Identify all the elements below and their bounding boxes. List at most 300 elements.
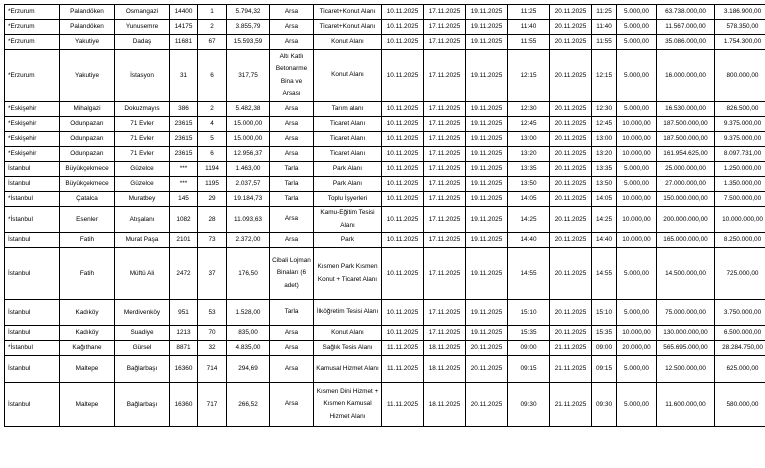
cell-date-2: 17.11.2025 <box>424 192 466 207</box>
cell-date-2: 18.11.2025 <box>424 356 466 383</box>
cell-date-1: 10.11.2025 <box>382 5 424 20</box>
cell-parsel: 4 <box>198 117 227 132</box>
cell-imar: Kısmen Park Kısmen Konut + Ticaret Alanı <box>314 248 382 300</box>
cell-fee: 5.000,00 <box>617 248 657 300</box>
cell-il: İstanbul <box>5 356 60 383</box>
cell-date-3: 19.11.2025 <box>466 50 508 102</box>
cell-fee: 5.000,00 <box>617 20 657 35</box>
cell-ilce: Çatalca <box>60 192 115 207</box>
cell-time-1: 13:50 <box>508 177 550 192</box>
cell-parsel: 717 <box>198 383 227 427</box>
cell-fee: 5.000,00 <box>617 35 657 50</box>
cell-date-3: 19.11.2025 <box>466 102 508 117</box>
cell-deposit: 580.000,00 <box>715 383 765 427</box>
cell-deposit: 8.097.731,00 <box>715 147 765 162</box>
cell-alan: 266,52 <box>227 383 270 427</box>
cell-date-4: 20.11.2025 <box>550 50 592 102</box>
cell-price: 25.000.000,00 <box>657 162 715 177</box>
cell-date-2: 17.11.2025 <box>424 50 466 102</box>
cell-deposit: 7.500.000,00 <box>715 192 765 207</box>
cell-deposit: 725.000,00 <box>715 248 765 300</box>
cell-date-4: 20.11.2025 <box>550 20 592 35</box>
cell-time-2: 14:25 <box>592 207 617 233</box>
cell-ilce: Fatih <box>60 233 115 248</box>
cell-imar: Ticaret Alanı <box>314 117 382 132</box>
cell-date-1: 10.11.2025 <box>382 117 424 132</box>
cell-mahalle: Atışalanı <box>115 207 170 233</box>
cell-ilce: Büyükçekmece <box>60 162 115 177</box>
cell-il: *Eskişehir <box>5 117 60 132</box>
cell-ada: 145 <box>170 192 198 207</box>
cell-ilce: Mihalgazi <box>60 102 115 117</box>
cell-imar: Kamusal Hizmet Alanı <box>314 356 382 383</box>
table-row <box>5 383 765 427</box>
cell-time-1: 11:25 <box>508 5 550 20</box>
cell-ilce: Odunpazarı <box>60 147 115 162</box>
cell-date-1: 10.11.2025 <box>382 102 424 117</box>
cell-nitelik: Arsa <box>270 383 314 427</box>
cell-date-4: 20.11.2025 <box>550 233 592 248</box>
cell-ilce: Fatih <box>60 248 115 300</box>
cell-time-2: 13:35 <box>592 162 617 177</box>
cell-date-1: 10.11.2025 <box>382 300 424 326</box>
cell-ada: 14175 <box>170 20 198 35</box>
cell-ada: 11681 <box>170 35 198 50</box>
cell-deposit: 3.186.900,00 <box>715 5 765 20</box>
cell-time-1: 14:05 <box>508 192 550 207</box>
table-row <box>5 192 765 207</box>
cell-date-4: 20.11.2025 <box>550 147 592 162</box>
cell-ada: 23615 <box>170 117 198 132</box>
cell-mahalle: Suadiye <box>115 326 170 341</box>
cell-price: 161.954.625,00 <box>657 147 715 162</box>
cell-time-2: 12:15 <box>592 50 617 102</box>
cell-time-1: 14:55 <box>508 248 550 300</box>
cell-imar: Park Alanı <box>314 162 382 177</box>
cell-price: 187.500.000,00 <box>657 117 715 132</box>
cell-ada: 8871 <box>170 341 198 356</box>
cell-fee: 5.000,00 <box>617 50 657 102</box>
table-row <box>5 132 765 147</box>
cell-mahalle: Yunusemre <box>115 20 170 35</box>
cell-ilce: Yakutiye <box>60 50 115 102</box>
cell-time-2: 11:40 <box>592 20 617 35</box>
cell-date-3: 19.11.2025 <box>466 207 508 233</box>
cell-nitelik: Arsa <box>270 356 314 383</box>
cell-alan: 15.000,00 <box>227 117 270 132</box>
cell-time-1: 14:25 <box>508 207 550 233</box>
table-row <box>5 341 765 356</box>
cell-parsel: 6 <box>198 147 227 162</box>
cell-ada: 386 <box>170 102 198 117</box>
cell-date-1: 11.11.2025 <box>382 341 424 356</box>
cell-nitelik: Arsa <box>270 147 314 162</box>
cell-time-2: 12:30 <box>592 102 617 117</box>
cell-date-2: 17.11.2025 <box>424 300 466 326</box>
cell-date-2: 17.11.2025 <box>424 162 466 177</box>
table-row <box>5 233 765 248</box>
cell-date-3: 19.11.2025 <box>466 233 508 248</box>
cell-mahalle: 71 Evler <box>115 147 170 162</box>
cell-deposit: 578.350,00 <box>715 20 765 35</box>
cell-date-2: 17.11.2025 <box>424 117 466 132</box>
cell-nitelik: Tarla <box>270 162 314 177</box>
cell-nitelik: Arsa <box>270 233 314 248</box>
cell-il: *Eskişehir <box>5 147 60 162</box>
cell-fee: 5.000,00 <box>617 177 657 192</box>
cell-time-1: 13:00 <box>508 132 550 147</box>
cell-parsel: 37 <box>198 248 227 300</box>
cell-deposit: 6.500.000,00 <box>715 326 765 341</box>
cell-alan: 3.855,79 <box>227 20 270 35</box>
cell-nitelik: Tarla <box>270 177 314 192</box>
cell-alan: 835,00 <box>227 326 270 341</box>
cell-mahalle: 71 Evler <box>115 117 170 132</box>
cell-mahalle: Murat Paşa <box>115 233 170 248</box>
cell-mahalle: Bağlarbaşı <box>115 356 170 383</box>
cell-mahalle: Bağlarbaşı <box>115 383 170 427</box>
cell-ada: 16360 <box>170 383 198 427</box>
cell-price: 16.000.000,00 <box>657 50 715 102</box>
cell-parsel: 32 <box>198 341 227 356</box>
cell-fee: 5.000,00 <box>617 102 657 117</box>
cell-deposit: 9.375.000,00 <box>715 132 765 147</box>
cell-date-4: 20.11.2025 <box>550 326 592 341</box>
cell-date-2: 18.11.2025 <box>424 341 466 356</box>
cell-time-1: 11:55 <box>508 35 550 50</box>
cell-date-1: 11.11.2025 <box>382 383 424 427</box>
cell-imar: Sağlık Tesis Alanı <box>314 341 382 356</box>
cell-fee: 10.000,00 <box>617 207 657 233</box>
cell-price: 63.738.000,00 <box>657 5 715 20</box>
cell-date-4: 20.11.2025 <box>550 162 592 177</box>
cell-imar: Tarım alanı <box>314 102 382 117</box>
cell-nitelik: Arsa <box>270 20 314 35</box>
cell-ada: 16360 <box>170 356 198 383</box>
cell-imar: Konut Alanı <box>314 35 382 50</box>
cell-imar: Ticaret+Konut Alanı <box>314 20 382 35</box>
cell-date-4: 21.11.2025 <box>550 341 592 356</box>
cell-nitelik: Arsa <box>270 326 314 341</box>
cell-ilce: Maltepe <box>60 383 115 427</box>
cell-price: 35.086.000,00 <box>657 35 715 50</box>
cell-time-2: 13:00 <box>592 132 617 147</box>
cell-date-4: 21.11.2025 <box>550 356 592 383</box>
cell-imar: Toplu İşyerleri <box>314 192 382 207</box>
cell-deposit: 3.750.000,00 <box>715 300 765 326</box>
cell-mahalle: Gürsel <box>115 341 170 356</box>
cell-alan: 11.093,63 <box>227 207 270 233</box>
cell-date-1: 10.11.2025 <box>382 326 424 341</box>
cell-time-2: 15:35 <box>592 326 617 341</box>
cell-price: 11.567.000,00 <box>657 20 715 35</box>
cell-alan: 19.184,73 <box>227 192 270 207</box>
cell-deposit: 826.500,00 <box>715 102 765 117</box>
cell-nitelik: Arsa <box>270 5 314 20</box>
cell-fee: 10.000,00 <box>617 192 657 207</box>
cell-date-4: 20.11.2025 <box>550 117 592 132</box>
cell-parsel: 2 <box>198 20 227 35</box>
cell-ilce: Kağıthane <box>60 341 115 356</box>
cell-mahalle: Muratbey <box>115 192 170 207</box>
cell-il: *Erzurum <box>5 35 60 50</box>
cell-il: İstanbul <box>5 300 60 326</box>
cell-mahalle: Dadaş <box>115 35 170 50</box>
cell-date-2: 17.11.2025 <box>424 207 466 233</box>
cell-fee: 5.000,00 <box>617 5 657 20</box>
table-row <box>5 207 765 233</box>
cell-price: 16.530.000,00 <box>657 102 715 117</box>
cell-time-1: 12:45 <box>508 117 550 132</box>
cell-il: İstanbul <box>5 177 60 192</box>
cell-time-2: 14:05 <box>592 192 617 207</box>
cell-nitelik: Cibali Lojman Binaları (6 adet) <box>270 248 314 300</box>
cell-il: İstanbul <box>5 326 60 341</box>
cell-nitelik: Arsa <box>270 35 314 50</box>
cell-time-2: 13:50 <box>592 177 617 192</box>
cell-time-2: 12:45 <box>592 117 617 132</box>
cell-deposit: 10.000.000,00 <box>715 207 765 233</box>
cell-date-3: 19.11.2025 <box>466 248 508 300</box>
cell-deposit: 28.284.750,00 <box>715 341 765 356</box>
cell-il: *İstanbul <box>5 207 60 233</box>
cell-parsel: 714 <box>198 356 227 383</box>
cell-date-2: 17.11.2025 <box>424 233 466 248</box>
cell-ilce: Odunpazarı <box>60 117 115 132</box>
cell-alan: 12.956,37 <box>227 147 270 162</box>
cell-nitelik: Arsa <box>270 341 314 356</box>
cell-date-1: 10.11.2025 <box>382 192 424 207</box>
cell-time-2: 09:30 <box>592 383 617 427</box>
cell-deposit: 625.000,00 <box>715 356 765 383</box>
cell-time-2: 14:55 <box>592 248 617 300</box>
table-row <box>5 356 765 383</box>
cell-date-1: 10.11.2025 <box>382 248 424 300</box>
cell-price: 187.500.000,00 <box>657 132 715 147</box>
cell-time-2: 09:00 <box>592 341 617 356</box>
cell-fee: 10.000,00 <box>617 132 657 147</box>
cell-time-1: 09:15 <box>508 356 550 383</box>
cell-time-2: 11:55 <box>592 35 617 50</box>
cell-fee: 5.000,00 <box>617 356 657 383</box>
cell-parsel: 70 <box>198 326 227 341</box>
cell-parsel: 28 <box>198 207 227 233</box>
cell-imar: Konut Alanı <box>314 50 382 102</box>
cell-ilce: Esenler <box>60 207 115 233</box>
cell-mahalle: İstasyon <box>115 50 170 102</box>
cell-date-4: 20.11.2025 <box>550 5 592 20</box>
table-row <box>5 20 765 35</box>
cell-deposit: 1.754.300,00 <box>715 35 765 50</box>
cell-alan: 4.835,00 <box>227 341 270 356</box>
cell-il: *İstanbul <box>5 341 60 356</box>
cell-ada: 31 <box>170 50 198 102</box>
cell-date-4: 21.11.2025 <box>550 383 592 427</box>
cell-alan: 317,75 <box>227 50 270 102</box>
table-row <box>5 35 765 50</box>
cell-time-1: 11:40 <box>508 20 550 35</box>
cell-time-2: 11:25 <box>592 5 617 20</box>
cell-ada: 1213 <box>170 326 198 341</box>
cell-il: *Erzurum <box>5 20 60 35</box>
cell-mahalle: Merdivenköy <box>115 300 170 326</box>
cell-time-1: 09:00 <box>508 341 550 356</box>
table-row <box>5 117 765 132</box>
cell-deposit: 8.250.000,00 <box>715 233 765 248</box>
cell-time-1: 15:10 <box>508 300 550 326</box>
cell-time-2: 14:40 <box>592 233 617 248</box>
cell-ada: 23615 <box>170 147 198 162</box>
cell-date-2: 17.11.2025 <box>424 177 466 192</box>
table-body <box>5 5 765 427</box>
cell-parsel: 1195 <box>198 177 227 192</box>
cell-il: İstanbul <box>5 162 60 177</box>
cell-price: 27.000.000,00 <box>657 177 715 192</box>
cell-nitelik: Arsa <box>270 117 314 132</box>
cell-date-4: 20.11.2025 <box>550 300 592 326</box>
cell-alan: 5.482,38 <box>227 102 270 117</box>
cell-time-1: 13:20 <box>508 147 550 162</box>
cell-parsel: 73 <box>198 233 227 248</box>
cell-date-1: 10.11.2025 <box>382 20 424 35</box>
cell-fee: 10.000,00 <box>617 147 657 162</box>
cell-il: *İstanbul <box>5 192 60 207</box>
cell-date-3: 20.11.2025 <box>466 356 508 383</box>
cell-imar: Park <box>314 233 382 248</box>
cell-imar: Kamu-Eğitim Tesisi Alanı <box>314 207 382 233</box>
cell-nitelik: Tarla <box>270 300 314 326</box>
cell-price: 200.000.000,00 <box>657 207 715 233</box>
cell-imar: Park Alanı <box>314 177 382 192</box>
cell-date-3: 19.11.2025 <box>466 20 508 35</box>
cell-parsel: 1 <box>198 5 227 20</box>
cell-deposit: 800.000,00 <box>715 50 765 102</box>
cell-mahalle: Güzelce <box>115 177 170 192</box>
cell-parsel: 6 <box>198 50 227 102</box>
cell-ada: *** <box>170 162 198 177</box>
cell-nitelik: Arsa <box>270 132 314 147</box>
cell-alan: 1.528,00 <box>227 300 270 326</box>
cell-date-2: 17.11.2025 <box>424 147 466 162</box>
cell-price: 11.600.000,00 <box>657 383 715 427</box>
cell-alan: 2.037,57 <box>227 177 270 192</box>
cell-deposit: 1.250.000,00 <box>715 162 765 177</box>
cell-date-2: 17.11.2025 <box>424 20 466 35</box>
cell-date-4: 20.11.2025 <box>550 177 592 192</box>
cell-price: 565.695.000,00 <box>657 341 715 356</box>
cell-date-1: 10.11.2025 <box>382 162 424 177</box>
cell-parsel: 1194 <box>198 162 227 177</box>
cell-date-4: 20.11.2025 <box>550 248 592 300</box>
cell-ada: 2472 <box>170 248 198 300</box>
cell-date-1: 10.11.2025 <box>382 35 424 50</box>
cell-time-2: 13:20 <box>592 147 617 162</box>
cell-date-3: 20.11.2025 <box>466 341 508 356</box>
table-row <box>5 147 765 162</box>
cell-ilce: Büyükçekmece <box>60 177 115 192</box>
cell-date-1: 10.11.2025 <box>382 132 424 147</box>
cell-fee: 10.000,00 <box>617 117 657 132</box>
cell-date-3: 19.11.2025 <box>466 162 508 177</box>
cell-imar: Ticaret Alanı <box>314 147 382 162</box>
cell-parsel: 5 <box>198 132 227 147</box>
table-row <box>5 326 765 341</box>
cell-alan: 2.372,00 <box>227 233 270 248</box>
cell-alan: 1.463,00 <box>227 162 270 177</box>
cell-date-1: 10.11.2025 <box>382 233 424 248</box>
table-row <box>5 248 765 300</box>
cell-date-2: 17.11.2025 <box>424 5 466 20</box>
cell-date-4: 20.11.2025 <box>550 35 592 50</box>
cell-date-2: 17.11.2025 <box>424 326 466 341</box>
cell-il: İstanbul <box>5 383 60 427</box>
table-row <box>5 50 765 102</box>
cell-nitelik: Tarla <box>270 192 314 207</box>
cell-alan: 294,69 <box>227 356 270 383</box>
cell-imar: Ticaret+Konut Alanı <box>314 5 382 20</box>
cell-ilce: Maltepe <box>60 356 115 383</box>
cell-fee: 5.000,00 <box>617 162 657 177</box>
cell-imar: İlköğretim Tesisi Alanı <box>314 300 382 326</box>
table-row <box>5 177 765 192</box>
cell-ada: 951 <box>170 300 198 326</box>
cell-ilce: Kadıköy <box>60 300 115 326</box>
cell-mahalle: Dokuzmayıs <box>115 102 170 117</box>
cell-date-3: 19.11.2025 <box>466 300 508 326</box>
cell-date-3: 19.11.2025 <box>466 117 508 132</box>
cell-price: 130.000.000,00 <box>657 326 715 341</box>
cell-price: 165.000.000,00 <box>657 233 715 248</box>
cell-mahalle: Osmangazi <box>115 5 170 20</box>
cell-price: 150.000.000,00 <box>657 192 715 207</box>
cell-il: İstanbul <box>5 248 60 300</box>
cell-time-1: 15:35 <box>508 326 550 341</box>
cell-date-4: 20.11.2025 <box>550 102 592 117</box>
cell-price: 14.500.000,00 <box>657 248 715 300</box>
cell-price: 75.000.000,00 <box>657 300 715 326</box>
cell-mahalle: 71 Evler <box>115 132 170 147</box>
cell-nitelik: Arsa <box>270 102 314 117</box>
cell-date-2: 17.11.2025 <box>424 102 466 117</box>
cell-imar: Ticaret Alanı <box>314 132 382 147</box>
cell-ada: 2101 <box>170 233 198 248</box>
cell-date-3: 19.11.2025 <box>466 132 508 147</box>
cell-parsel: 67 <box>198 35 227 50</box>
cell-mahalle: Müftü Ali <box>115 248 170 300</box>
cell-ilce: Odunpazarı <box>60 132 115 147</box>
cell-date-4: 20.11.2025 <box>550 132 592 147</box>
cell-date-2: 17.11.2025 <box>424 132 466 147</box>
cell-ilce: Palandöken <box>60 20 115 35</box>
table-row <box>5 162 765 177</box>
cell-fee: 5.000,00 <box>617 300 657 326</box>
cell-parsel: 2 <box>198 102 227 117</box>
cell-date-3: 19.11.2025 <box>466 192 508 207</box>
cell-date-2: 18.11.2025 <box>424 383 466 427</box>
cell-time-1: 12:30 <box>508 102 550 117</box>
cell-imar: Kısmen Dini Hizmet + Kısmen Kamusal Hizmet Alanı <box>314 383 382 427</box>
auction-table <box>4 4 765 427</box>
cell-ada: 1082 <box>170 207 198 233</box>
cell-price: 12.500.000,00 <box>657 356 715 383</box>
cell-date-3: 19.11.2025 <box>466 147 508 162</box>
cell-il: *Erzurum <box>5 50 60 102</box>
cell-deposit: 1.350.000,00 <box>715 177 765 192</box>
cell-ada: 14400 <box>170 5 198 20</box>
cell-date-1: 10.11.2025 <box>382 177 424 192</box>
cell-mahalle: Güzelce <box>115 162 170 177</box>
cell-ilce: Kadıköy <box>60 326 115 341</box>
